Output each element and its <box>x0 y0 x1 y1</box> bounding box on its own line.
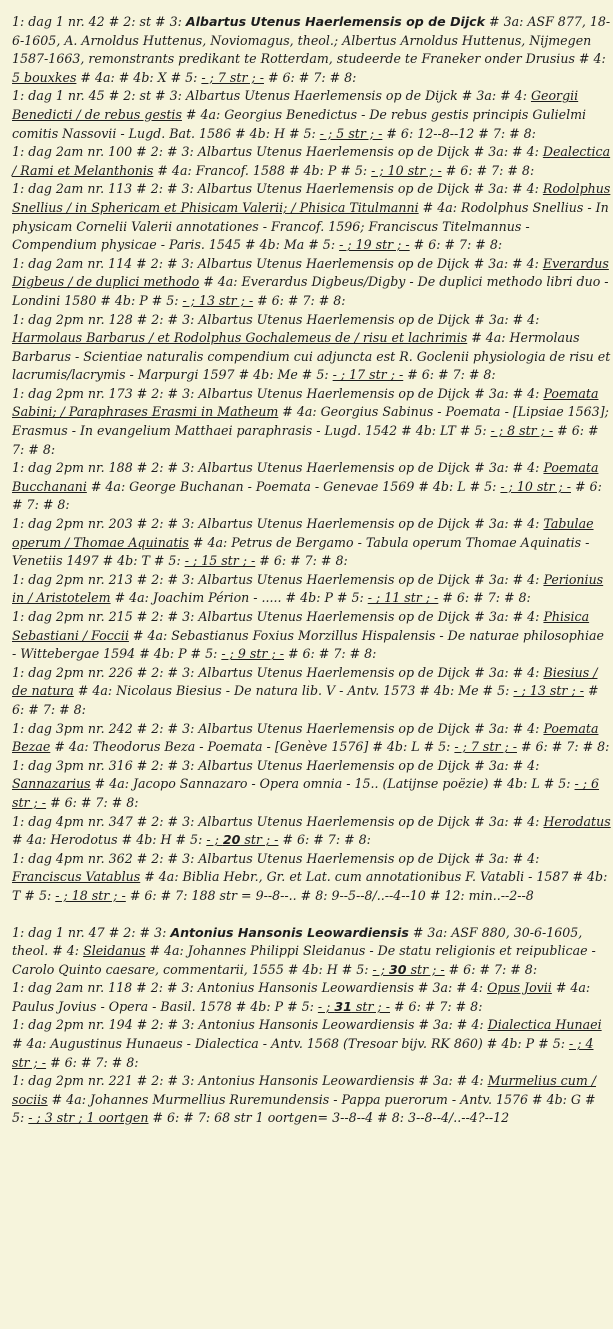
entry-text: # 4a: Georgius Benedictus - De rebus gestis principis Gulielmi comitis Nassovii - Lugd. Bat. 1586 # 4b: H # 5: <box>12 106 587 141</box>
underlined-text: str ; - <box>240 832 279 848</box>
entry-text: # 6: # 7: # 8: <box>278 832 371 848</box>
catalog-entry <box>12 720 611 757</box>
entry-text: # 3a: ASF 877, 18-6-1605, A. Arnoldus Huttenus, Noviomagus, theol.; Albertus Arnoldus Huttenus, Nijmegen 1587-1663, remonstrants predikant te Rotterdam, studeerde te Franeker onder Drusius # 4: <box>12 14 611 67</box>
entry-text: # 4a: Biblia Hebr., Gr. et Lat. cum annotationibus F. Vatabli - 1587 # 4b: T # 5: <box>12 869 608 903</box>
underlined-text: - ; 9 str ; - <box>221 646 284 662</box>
catalog-entry <box>12 850 611 906</box>
underlined-text: - ; 13 str ; - <box>513 683 584 699</box>
catalog-entry <box>12 515 611 571</box>
underlined-text: Poemata Sabini; / Paraphrases Erasmi in Matheum <box>12 385 599 420</box>
underlined-text: - ; 10 str ; - <box>371 162 442 178</box>
underlined-text: - ; 5 str ; - <box>319 125 383 141</box>
underlined-text: Perionius in / Aristotelem <box>12 571 604 606</box>
underlined-text: Tabulae operum / Thomae Aquinatis <box>12 516 594 550</box>
underlined-text: Georgii Benedicti / de rebus gestis <box>12 88 579 122</box>
bold-text: 30 <box>389 961 407 977</box>
entry-text: # 4a: George Buchanan - Poemata - Genevae 1569 # 4b: L # 5: <box>86 478 501 494</box>
entry-text: 1: dag 2pm nr. 188 # 2: # 3: Albartus Utenus Haerlemensis op de Dijck # 3a: # 4: <box>12 460 544 476</box>
entry-text: # 6: # 7: # 8: <box>253 292 346 308</box>
entry-text: # 4a: Petrus de Bergamo - Tabula operum Thomae Aquinatis - Venetiis 1497 # 4b: T # 5: <box>12 534 590 569</box>
underlined-text: - ; 3 str ; 1 oortgen <box>28 1110 149 1126</box>
underlined-text: str ; - <box>406 961 445 977</box>
underlined-text: - ; 18 str ; - <box>55 887 126 903</box>
entry-text: # 4a: Jacopo Sannazaro - Opera omnia - 15.. (Latijnse poëzie) # 4b: L # 5: <box>90 776 575 792</box>
catalog-entry <box>12 13 611 87</box>
underlined-text: - ; 7 str ; - <box>201 69 264 85</box>
entry-text: # 6: # 7: # 8: <box>46 1054 139 1070</box>
entry-text: 1: dag 2pm nr. 128 # 2: # 3: Albartus Utenus Haerlemensis op de Dijck # 3a: # 4: <box>12 311 540 327</box>
entry-text: # 6: # 7: # 8: <box>283 646 377 662</box>
entry-text: 1: dag 4pm nr. 347 # 2: # 3: Albartus Utenus Haerlemensis op de Dijck # 3a: # 4: <box>12 813 544 829</box>
entry-text: 1: dag 1 nr. 45 # 2: st # 3: Albartus Utenus Haerlemensis op de Dijck # 3a: # 4: <box>12 88 531 104</box>
underlined-text: - ; 7 str ; - <box>454 739 517 755</box>
underlined-text: - ; <box>372 961 390 977</box>
entry-text: 1: dag 2am nr. 113 # 2: # 3: Albartus Utenus Haerlemensis op de Dijck # 3a: # 4: <box>12 181 543 197</box>
catalog-entry <box>12 924 611 980</box>
entry-text: 1: dag 4pm nr. 362 # 2: # 3: Albartus Utenus Haerlemensis op de Dijck # 3a: # 4: <box>12 850 540 866</box>
entry-text: # 6: # 7: # 8: <box>409 237 503 253</box>
underlined-text: Dialectica Hunaei <box>487 1017 602 1033</box>
catalog-entry <box>12 143 611 180</box>
entry-text: # 4a: Paulus Jovius - Opera - Basil. 1578 # 4b: P # 5: <box>12 980 591 1014</box>
catalog-entry <box>12 571 611 608</box>
bold-text: Albartus Utenus Haerlemensis op de Dijck <box>185 14 486 29</box>
underlined-text: str ; - <box>351 998 390 1014</box>
entry-text: # 6: # 7: # 8: <box>12 683 599 717</box>
entry-text: # 6: 12--8--12 # 7: # 8: <box>382 125 536 141</box>
underlined-text: - ; 10 str ; - <box>500 478 571 494</box>
entry-text: 1: dag 2pm nr. 226 # 2: # 3: Albartus Utenus Haerlemensis op de Dijck # 3a: # 4: <box>12 664 544 680</box>
underlined-text: - ; 8 str ; - <box>490 423 554 439</box>
entry-text: 1: dag 2pm nr. 173 # 2: # 3: Albartus Utenus Haerlemensis op de Dijck # 3a: # 4: <box>12 385 544 401</box>
bold-text: 31 <box>334 998 352 1014</box>
entry-text: # 4a: Joachim Périon - ..... # 4b: P # 5: <box>110 590 368 606</box>
underlined-text: Sannazarius <box>12 776 91 792</box>
entry-text: # 4a: Rodolphus Snellius - In physicam Cornelii Valerii annotationes - Francof. 1596; Franciscus Titelmannus - Compendium physicae - Paris. 1545 # 4b: Ma # 5: <box>12 199 609 253</box>
entry-text: # 4a: Nicolaus Biesius - De natura lib. V - Antv. 1573 # 4b: Me # 5: <box>73 683 514 699</box>
entry-text: # 4a: Theodorus Beza - Poemata - [Genève 1576] # 4b: L # 5: <box>50 739 455 755</box>
catalog-entry <box>12 87 611 143</box>
entry-text: # 6: # 7: # 8: <box>263 69 357 85</box>
entry-text: # 6: # 7: # 8: <box>403 367 496 383</box>
catalog-entry <box>12 385 611 459</box>
entry-text: # 4a: Georgius Sabinus - Poemata - [Lipsiae 1563]; Erasmus - In evangelium Matthaei paraphrasis - Lugd. 1542 # 4b: LT # 5: <box>12 404 609 439</box>
entry-text: 1: dag 2am nr. 114 # 2: # 3: Albartus Utenus Haerlemensis op de Dijck # 3a: # 4: <box>12 255 543 271</box>
entry-text: 1: dag 2am nr. 118 # 2: # 3: Antonius Hansonis Leowardiensis # 3a: # 4: <box>12 980 488 996</box>
catalog-entry <box>12 1072 611 1128</box>
entry-text: # 4a: Augustinus Hunaeus - Dialectica - Antv. 1568 (Tresoar bijv. RK 860) # 4b: P # 5: <box>12 1036 569 1052</box>
record-separator <box>12 906 611 924</box>
underlined-text: - ; 19 str ; - <box>339 237 410 253</box>
catalog-entry <box>12 979 611 1016</box>
underlined-text: Everardus Digbeus / de duplici methodo <box>12 255 609 290</box>
entry-text: # 6: # 7: # 8: <box>516 739 610 755</box>
entry-text: # 6: # 7: # 8: <box>438 590 531 606</box>
entry-text: 1: dag 2pm nr. 221 # 2: # 3: Antonius Hansonis Leowardiensis # 3a: # 4: <box>12 1073 488 1089</box>
entry-text: # 4a: Everardus Digbeus/Digby - De duplici methodo libri duo - Londini 1580 # 4b: P # 5: <box>12 274 609 308</box>
underlined-text: Biesius / de natura <box>12 664 598 699</box>
entry-text: # 4a: Sebastianus Foxius Morzillus Hispalensis - De naturae philosophiae - Wittebergae 1594 # 4b: P # 5: <box>12 627 604 662</box>
underlined-text: Opus Jovii <box>487 980 552 996</box>
underlined-text: Sleidanus <box>83 943 146 959</box>
entry-text: 1: dag 3pm nr. 242 # 2: # 3: Albartus Utenus Haerlemensis op de Dijck # 3a: # 4: <box>12 720 544 736</box>
catalog-entry <box>12 608 611 664</box>
entry-text: # 6: # 7: # 8: <box>444 961 538 977</box>
catalog-entry <box>12 255 611 311</box>
entry-text: # 6: # 7: 188 str = 9--8--.. # 8: 9--5--8/..--4--10 # 12: min..--2--8 <box>125 887 534 903</box>
entry-text: # 6: # 7: # 8: <box>390 998 483 1014</box>
entry-text: # 3a: ASF 880, 30-6-1605, theol. # 4: <box>12 924 583 959</box>
underlined-text: - ; 11 str ; - <box>367 590 439 606</box>
entry-text: # 4a: Johannes Murmellius Ruremundensis - Pappa puerorum - Antv. 1576 # 4b: G # 5: <box>12 1091 596 1126</box>
entry-text: 1: dag 2pm nr. 203 # 2: # 3: Albartus Utenus Haerlemensis op de Dijck # 3a: # 4: <box>12 516 544 532</box>
underlined-text: - ; 17 str ; - <box>332 367 404 383</box>
underlined-text: - ; 4 str ; - <box>12 1036 594 1070</box>
entry-text: # 6: # 7: # 8: <box>46 794 139 810</box>
catalog-entry <box>12 459 611 515</box>
entry-text: # 6: # 7: # 8: <box>441 162 535 178</box>
entry-text: # 4a: Johannes Philippi Sleidanus - De statu religionis et reipublicae - Carolo Quinto caesare, commentarii, 1555 # 4b: H # 5: <box>12 943 596 977</box>
underlined-text: - ; 13 str ; - <box>182 292 254 308</box>
entry-text: 1: dag 1 nr. 47 # 2: # 3: <box>12 924 171 940</box>
catalog-entry <box>12 1016 611 1072</box>
entry-text: 1: dag 2pm nr. 194 # 2: # 3: Antonius Hansonis Leowardiensis # 3a: # 4: <box>12 1017 488 1033</box>
underlined-text: Harmolaus Barbarus / et Rodolphus Gochalemeus de / risu et lachrimis <box>12 330 468 346</box>
underlined-text: Poemata Bezae <box>12 720 599 755</box>
entry-text: # 4a: # 4b: X # 5: <box>76 69 202 85</box>
underlined-text: Poemata Bucchanani <box>12 460 599 494</box>
catalog-entry <box>12 757 611 813</box>
underlined-text: Phisica Sebastiani / Foccii <box>12 609 590 643</box>
entry-text: # 6: # 7: # 8: <box>12 478 602 513</box>
entry-text: # 6: # 7: # 8: <box>255 553 348 569</box>
bold-text: 20 <box>222 832 241 848</box>
catalog-entry <box>12 180 611 254</box>
underlined-text: - ; <box>206 832 223 848</box>
underlined-text: - ; 6 str ; - <box>12 776 600 810</box>
underlined-text: Rodolphus Snellius / in Sphericam et Phisicam Valerii; / Phisica Titulmanni <box>12 181 611 215</box>
catalog-entry <box>12 813 611 850</box>
catalog-entry <box>12 311 611 385</box>
entry-text: 1: dag 1 nr. 42 # 2: st # 3: <box>12 14 186 29</box>
entry-text: 1: dag 2am nr. 100 # 2: # 3: Albartus Utenus Haerlemensis op de Dijck # 3a: # 4: <box>12 144 543 160</box>
entry-text: 1: dag 2pm nr. 213 # 2: # 3: Albartus Utenus Haerlemensis op de Dijck # 3a: # 4: <box>12 571 544 587</box>
underlined-text: Franciscus Vatablus <box>12 869 141 885</box>
entry-text: 1: dag 2pm nr. 215 # 2: # 3: Albartus Utenus Haerlemensis op de Dijck # 3a: # 4: <box>12 609 544 624</box>
catalog-entry <box>12 664 611 720</box>
entry-text: # 4a: Francof. 1588 # 4b: P # 5: <box>153 162 372 178</box>
entry-text: # 6: # 7: # 8: <box>12 423 599 457</box>
entry-text: # 6: # 7: 68 str 1 oortgen= 3--8--4 # 8: 3--8--4/..--4?--12 <box>148 1110 510 1126</box>
underlined-text: Herodatus <box>543 813 611 829</box>
underlined-text: - ; <box>317 998 335 1014</box>
underlined-text: Dealectica / Rami et Melanthonis <box>12 144 611 178</box>
underlined-text: 5 bouxkes <box>12 69 77 85</box>
bold-text: Antonius Hansonis Leowardiensis <box>170 924 409 940</box>
entry-text: 1: dag 3pm nr. 316 # 2: # 3: Albartus Utenus Haerlemensis op de Dijck # 3a: # 4: <box>12 757 540 773</box>
entry-text: # 4a: Herodotus # 4b: H # 5: <box>12 832 207 848</box>
underlined-text: Murmelius cum / sociis <box>12 1073 597 1107</box>
entry-text: # 4a: Hermolaus Barbarus - Scientiae naturalis compendium cui adjuncta est R. Goclenii physiologia de risu et lacrumis/lacrymis - Marpurgi 1597 # 4b: Me # 5: <box>12 330 611 383</box>
underlined-text: - ; 15 str ; - <box>184 553 256 569</box>
